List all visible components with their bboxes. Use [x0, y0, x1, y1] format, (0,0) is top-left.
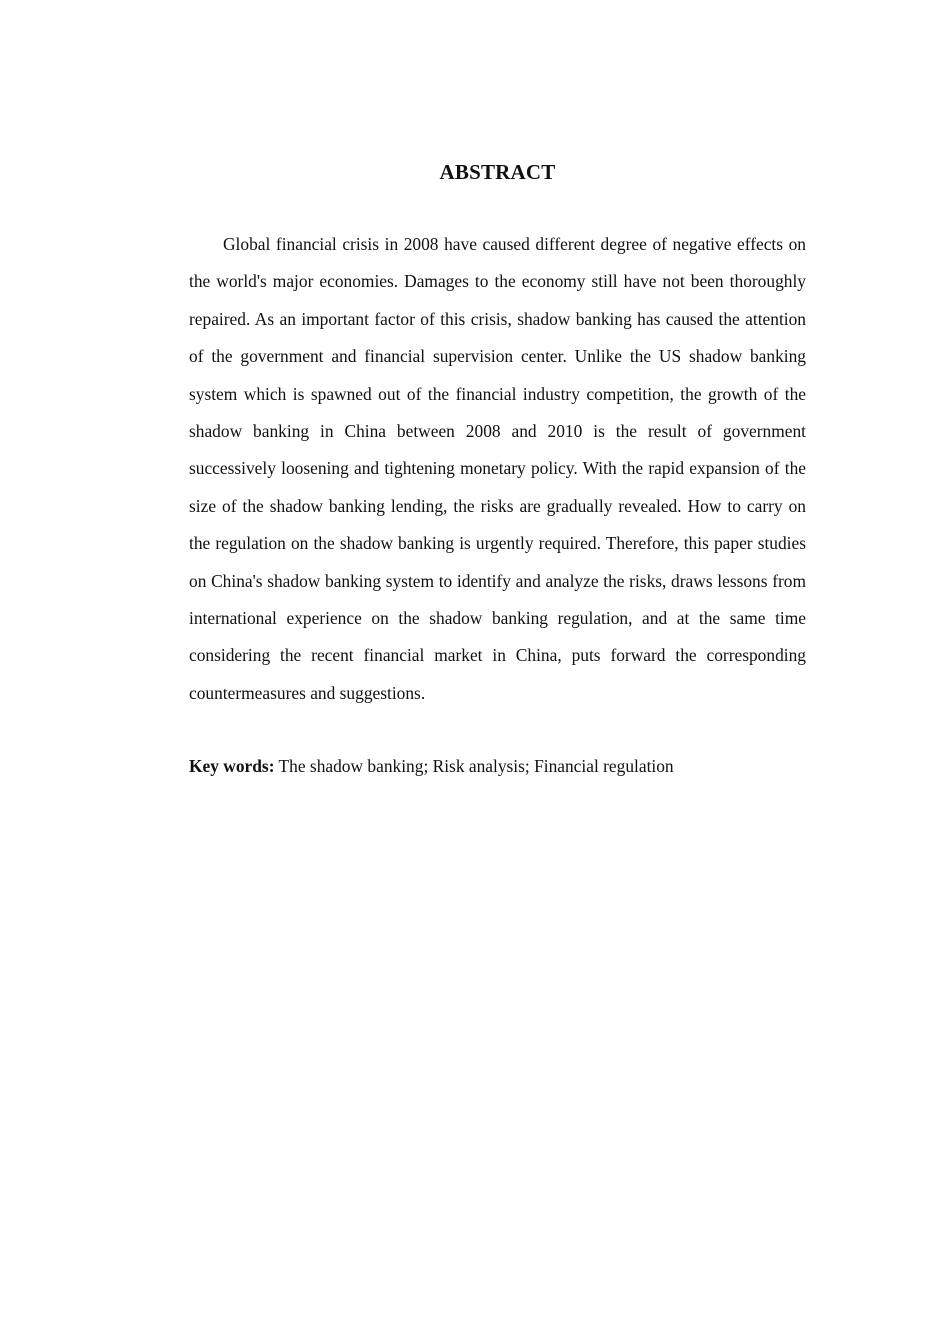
abstract-body: Global financial crisis in 2008 have caused different degree of negative effects on the world's major economies. Damages to the economy still have not been thoroughly repaired. As an important factor of this crisis, shadow banking has caused the attention of the government and financial supervision center. Unlike the US shadow banking system which is spawned out of the financial industry competition, the growth of the shadow banking in China between 2008 and 2010 is the result of government successively loosening and tightening monetary policy. With the rapid expansion of the size of the shadow banking lending, the risks are gradually revealed. How to carry on the regulation on the shadow banking is urgently required. Therefore, this paper studies on China's shadow banking system to identify and analyze the risks, draws lessons from international experience on the shadow banking regulation, and at the same time considering the recent financial market in China, puts forward the corresponding countermeasures and suggestions.: [189, 234, 806, 703]
keywords-label: Key words:: [189, 756, 275, 776]
keywords-text: The shadow banking; Risk analysis; Financial regulation: [278, 756, 674, 776]
keywords-line: [189, 753, 806, 779]
abstract-title: ABSTRACT: [439, 160, 556, 184]
